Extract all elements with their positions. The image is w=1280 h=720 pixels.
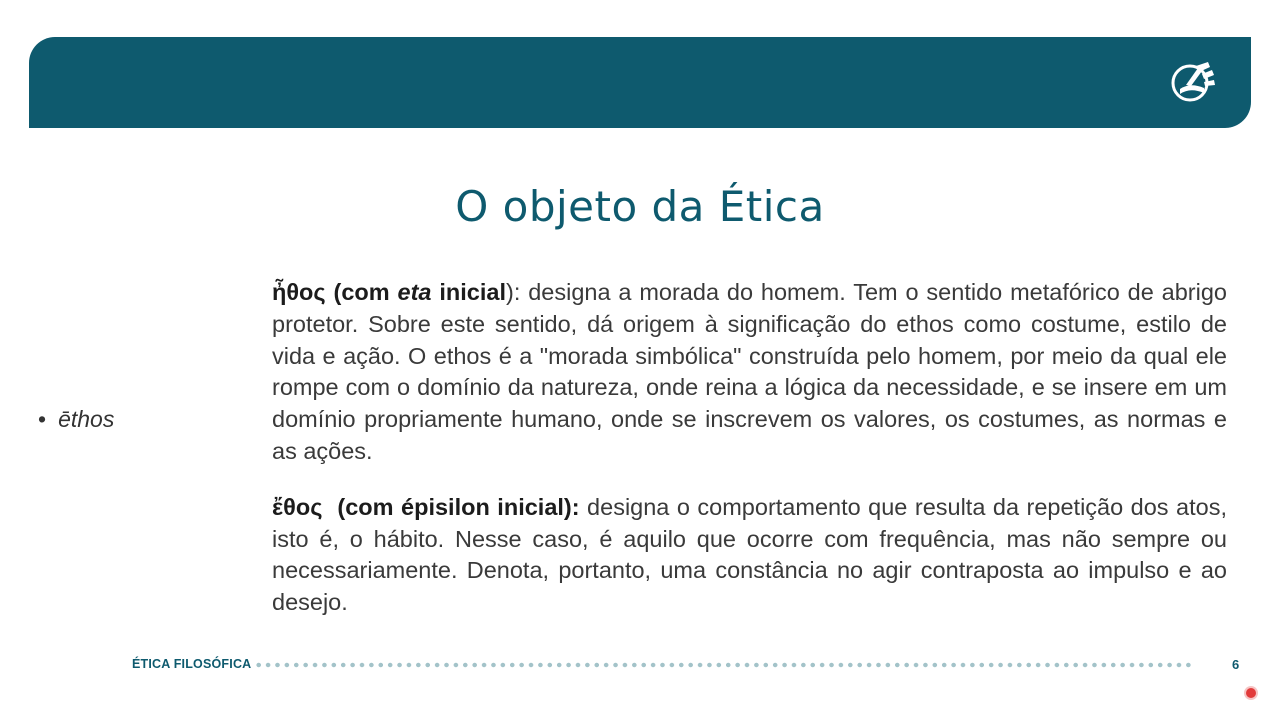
footer-dotted-divider [254, 662, 1194, 668]
paragraph-eta [272, 277, 1227, 468]
pointer-dot-icon [1246, 688, 1256, 698]
content-body [272, 277, 1227, 643]
term-italic: eta [397, 279, 432, 305]
footer-course-label: ÉTICA FILOSÓFICA [132, 657, 252, 671]
paragraph-text: designa o comportamento que resulta da repetição dos atos, isto é, o hábito. Nesse caso, é aquilo que ocorre com frequência, mas não sempre ou necessariamente. Denota, portanto, uma constância no agir contraposta ao impulso e ao desejo. [272, 493, 1227, 616]
paragraph-epsilon [272, 492, 1227, 619]
term-open: (com [325, 279, 398, 305]
paragraph-text: : designa a morada do homem. Tem o sentido metafórico de abrigo protetor. Sobre este sentido, dá origem à significação do ethos como costume, estilo de vida e ação. O ethos é a "morada simbólica" construída pelo homem, por meio da qual ele rompe com o domínio da natureza, onde reina a lógica da necessidade, e se insere em um domínio propriamente humano, onde se inscrevem os valores, os costumes, as normas e as ações. [272, 279, 1227, 464]
bullet-marker: • [38, 406, 47, 432]
header-band [29, 37, 1251, 128]
slide-title: O objeto da Ética [455, 182, 825, 231]
bullet-item [38, 406, 114, 433]
term-paren: ) [505, 279, 514, 305]
greek-term-epsilon: ἔθος [272, 493, 323, 520]
term-close: inicial [431, 279, 506, 305]
greek-term-eta: ἦθος [272, 279, 326, 305]
term-epsilon: (com épisilon inicial): [322, 493, 580, 520]
bullet-label: ēthos [58, 406, 115, 432]
page-number: 6 [1232, 657, 1240, 672]
book-globe-icon [1168, 58, 1216, 106]
